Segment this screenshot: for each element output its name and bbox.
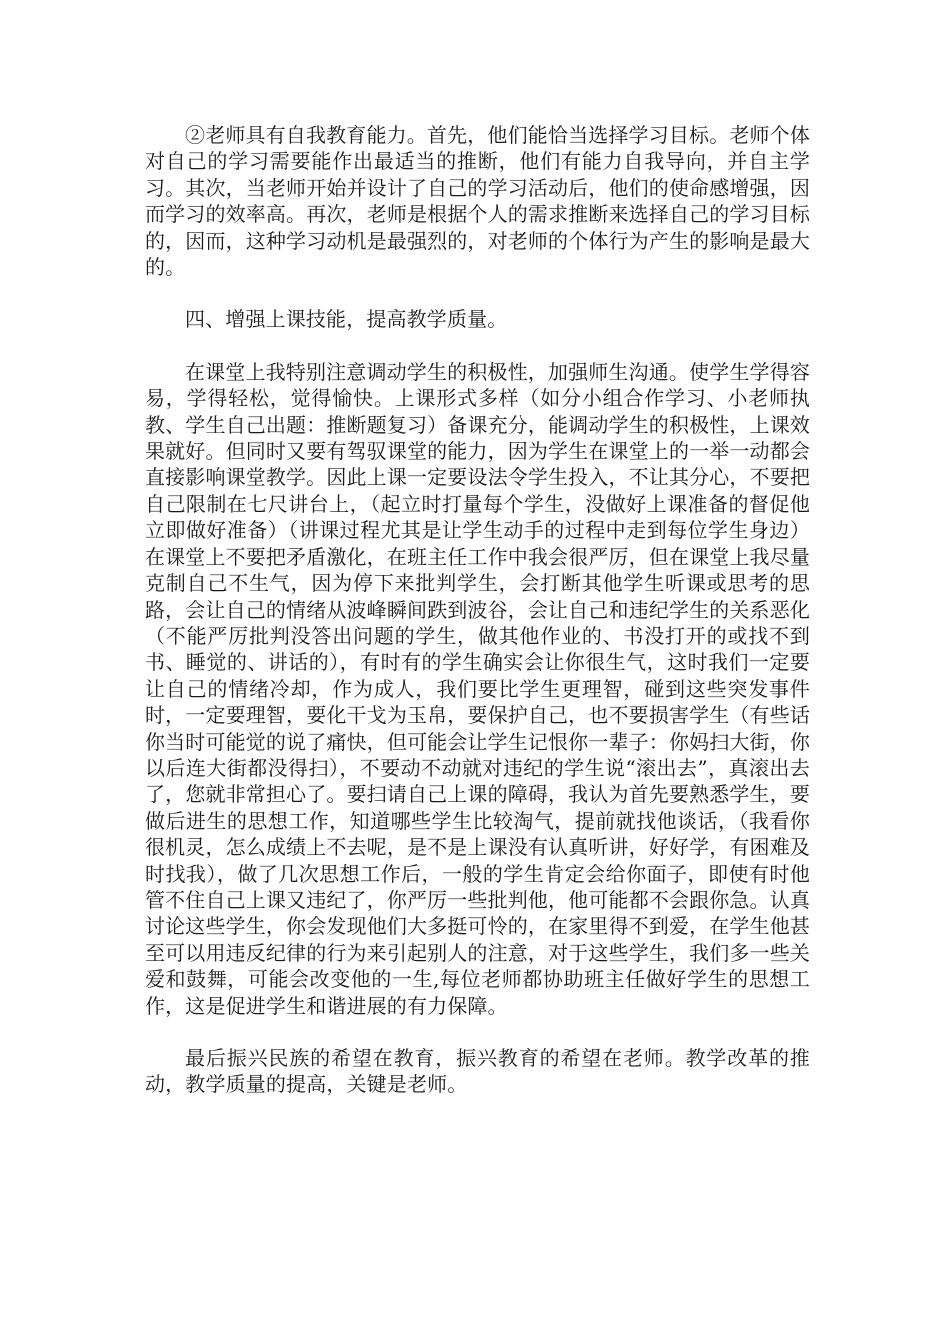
document-page (145, 122, 810, 1098)
section-heading-four: 四、增强上课技能，提高教学质量。 (185, 307, 508, 332)
paragraph-conclusion: 最后振兴民族的希望在教育，振兴教育的希望在老师。教学改革的推动，教学质量的提高，关键是老师。 (145, 1046, 810, 1097)
paragraph-classroom-skills: 在课堂上我特别注意调动学生的积极性，加强师生沟通。使学生学得容易，学得轻松，觉得愉快。上课形式多样（如分小组合作学习、小老师执教、学生自己出题：推断题复习）备课充分，能调动学生的积极性，上课效果就好。但同时又要有驾驭课堂的能力，因为学生在课堂上的一举一动都会直接影响课堂教学。因此上课一定要设法令学生投入，不让其分心，不要把自己限制在七尺讲台上，（起立时打量每个学生，没做好上课准备的督促他立即做好准备）（讲课过程尤其是让学生动手的过程中走到每位学生身边）在课堂上不要把矛盾激化，在班主任工作中我会很严厉，但在课堂上我尽量克制自己不生气，因为停下来批判学生，会打断其他学生听课或思考的思路，会让自己的情绪从波峰瞬间跌到波谷，会让自己和违纪学生的关系恶化（不能严厉批判没答出问题的学生，做其他作业的、书没打开的或找不到书、睡觉的、讲话的），有时有的学生确实会让你很生气，这时我们一定要让自己的情绪冷却，作为成人，我们要比学生更理智，碰到这些突发事件时，一定要理智，要化干戈为玉帛，要保护自己，也不要损害学生（有些话你当时可能觉的说了痛快，但可能会让学生记恨你一辈子：你妈扫大街，你以后连大街都没得扫），不要动不动就对违纪的学生说“滚出去”，真滚出去了，您就非常担心了。要扫请自己上课的障碍，我认为首先要熟悉学生，要做后进生的思想工作，知道哪些学生比较淘气，提前就找他谈话，（我看你很机灵，怎么成绩上不去呢，是不是上课没有认真听讲，好好学，有困难及时找我），做了几次思想工作后，一般的学生肯定会给你面子，即使有时他管不住自己上课又违纪了，你严厉一些批判他，他可能都不会跟你急。认真讨论这些学生，你会发现他们大多挺可怜的，在家里得不到爱，在学生他甚至可以用违反纪律的行为来引起别人的注意，对于这些学生，我们多一些关爱和鼓舞，可能会改变他的一生,每位老师都协助班主任做好学生的思想工作，这是促进学生和谐进展的有力保障。 (145, 359, 810, 1018)
paragraph-self-education: ②老师具有自我教育能力。首先，他们能恰当选择学习目标。老师个体对自己的学习需要能作出最适当的推断，他们有能力自我导向，并自主学习。其次，当老师开始并设计了自己的学习活动后，他们的使命感增强，因而学习的效率高。再次，老师是根据个人的需求推断来选择自己的学习目标的，因而，这种学习动机是最强烈的，对老师的个体行为产生的影响是最大的。 (145, 123, 810, 280)
